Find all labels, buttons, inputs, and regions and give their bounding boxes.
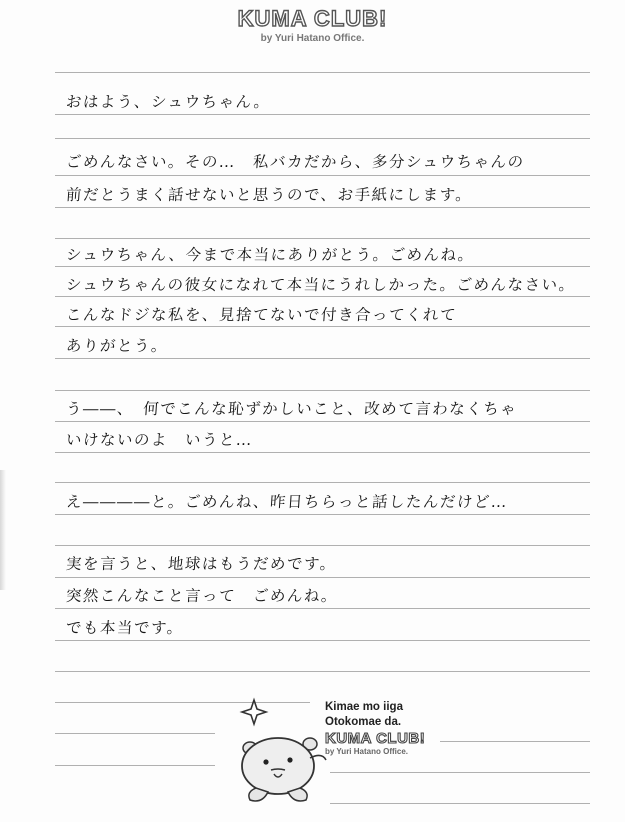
ruled-line xyxy=(55,296,590,297)
ruled-line xyxy=(55,671,590,672)
tagline-line-2: Otokomae da. xyxy=(325,716,402,728)
letter-line: こんなドジな私を、見捨てないで付き合ってくれて xyxy=(65,306,458,324)
ruled-line xyxy=(55,482,590,483)
letter-line: シュウちゃん、今まで本当にありがとう。ごめんね。 xyxy=(65,246,476,264)
binding-edge-shadow xyxy=(0,470,6,590)
ruled-line xyxy=(55,114,590,115)
footer-tagline xyxy=(325,700,425,756)
ruled-line xyxy=(55,514,590,515)
ruled-line xyxy=(55,608,590,609)
ruled-line xyxy=(55,175,590,176)
stationery-header xyxy=(0,6,625,44)
letter-line: でも本当です。 xyxy=(65,619,185,637)
ruled-line xyxy=(55,640,590,641)
letter-line: 突然こんなこと言って ごめんね。 xyxy=(65,587,339,605)
ruled-line xyxy=(55,390,590,391)
letter-line: いけないのよ いうと… xyxy=(65,431,254,449)
ruled-line xyxy=(55,238,590,239)
ruled-line xyxy=(55,138,590,139)
ruled-line xyxy=(55,452,590,453)
letter-line: シュウちゃんの彼女になれて本当にうれしかった。ごめんなさい。 xyxy=(65,276,577,294)
footer-byline: by Yuri Hatano Office. xyxy=(325,747,408,756)
brand-byline: by Yuri Hatano Office. xyxy=(260,33,365,44)
ruled-line xyxy=(55,577,590,578)
ruled-line xyxy=(55,266,590,267)
letter-line: ありがとう。 xyxy=(65,337,169,355)
brand-logo: KUMA CLUB! xyxy=(237,6,388,31)
ruled-line xyxy=(440,741,590,742)
letter-line: う――、 何でこんな恥ずかしいこと、改めて言わなくちゃ xyxy=(65,400,518,418)
bear-mascot-icon xyxy=(222,696,334,808)
ruled-line xyxy=(55,733,215,734)
ruled-line xyxy=(55,207,590,208)
footer-brand-logo: KUMA CLUB! xyxy=(325,730,426,747)
ruled-line xyxy=(55,72,590,73)
letter-line: 実を言うと、地球はもうだめです。 xyxy=(65,555,338,573)
tagline-line-1: Kimae mo iiga xyxy=(325,701,403,713)
letter-line: え――――と。ごめんね、昨日ちらっと話したんだけど… xyxy=(65,493,509,511)
letter-line: 前だとうまく話せないと思うので、お手紙にします。 xyxy=(65,186,474,204)
ruled-line xyxy=(55,358,590,359)
ruled-line xyxy=(330,803,590,804)
ruled-line xyxy=(55,765,215,766)
ruled-line xyxy=(55,421,590,422)
ruled-line xyxy=(330,772,590,773)
letter-line: ごめんなさい。その… 私バカだから、多分シュウちゃんの xyxy=(65,153,526,171)
ruled-line xyxy=(55,326,590,327)
letter-line: おはよう、シュウちゃん。 xyxy=(65,93,272,111)
ruled-line xyxy=(55,545,590,546)
